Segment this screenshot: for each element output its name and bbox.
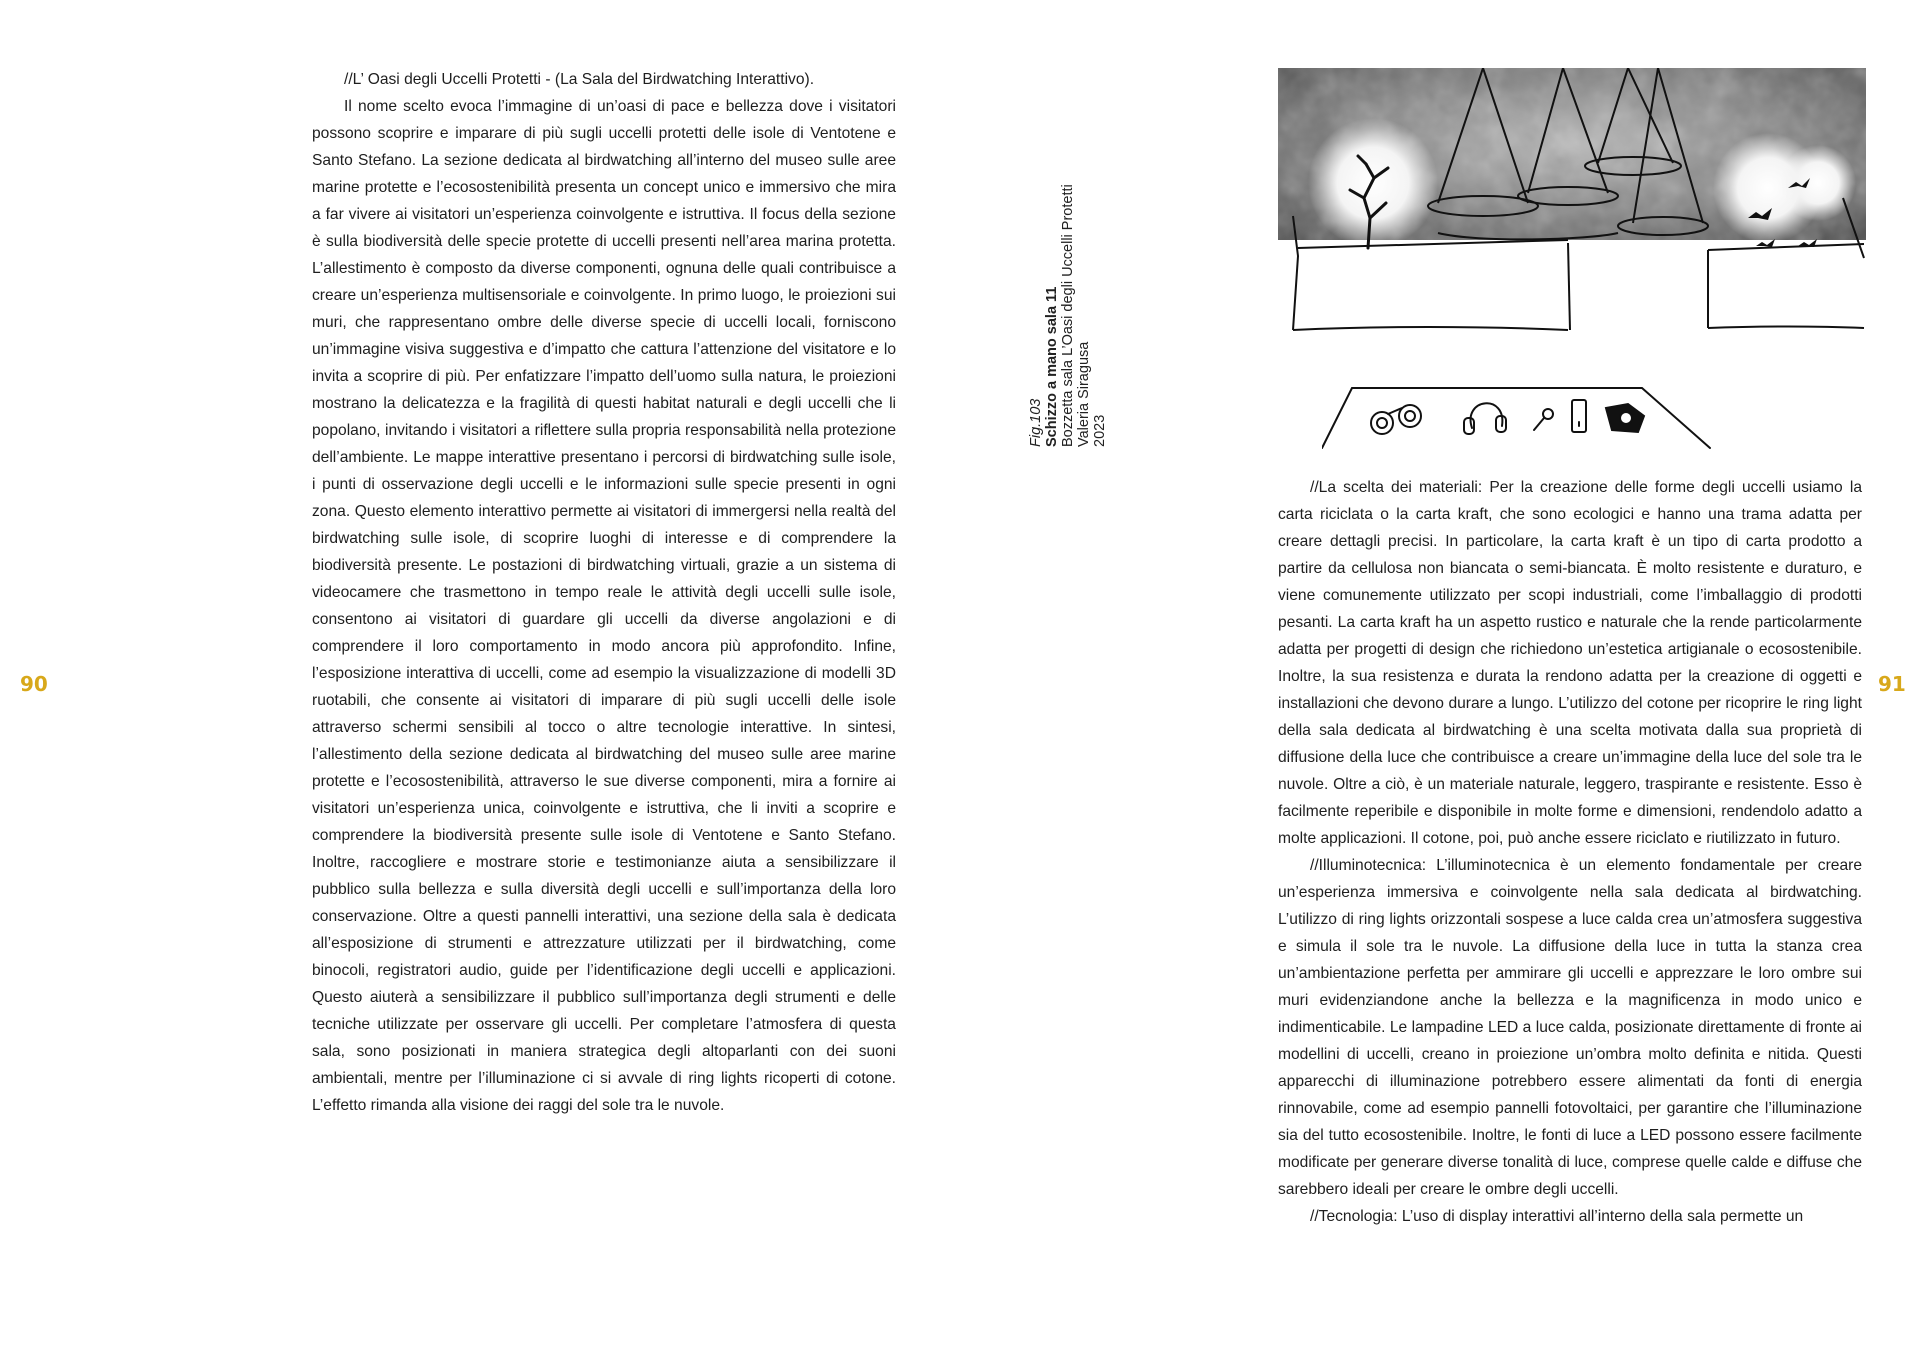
microphone-icon <box>1534 409 1553 430</box>
right-paragraph-technology: //Tecnologia: L’uso di display interattivi all’interno della sala permette un <box>1310 1208 1804 1225</box>
right-page-text <box>1278 474 1862 1230</box>
left-page-text <box>312 66 896 1119</box>
left-body-paragraph: Il nome scelto evoca l’immagine di un’oasi di pace e bellezza dove i visitatori possono scoprire e imparare di più sugli uccelli protetti delle isole di Ventotene e Santo Stefano. La sezione dedicata al birdwatching all’interno del museo sulle aree marine protette e l’ecosostenibilità presenta un concept unico e immersivo che mira a far vivere ai visitatori un’esperienza coinvolgente e istruttiva. Il focus della sezione è sulla biodiversità delle specie protette di uccelli presenti nell’area marina protetta. L’allestimento è composto da diverse componenti, ognuna delle quali contribuisce a creare un’esperienza multisensoriale e coinvolgente. In primo luogo, le proiezioni sui muri, che rappresentano ombre delle diverse specie di uccelli locali, forniscono un’immagine visiva suggestiva e d’impatto che cattura l’attenzione del visitatore e lo invita a scoprire di più. Per enfatizzare l’impatto dell’uomo sulla natura, le proiezioni mostrano la delicatezza e la fragilità di questi habitat naturali e degli uccelli che li popolano, invitando i visitatori a riflettere sulla propria responsabilità nella protezione dell’ambiente. Le mappe interattive presentano i percorsi di birdwatching sulle isole, i punti di osservazione degli uccelli e le informazioni sulle specie presenti in ogni zona. Questo elemento interattivo permette ai visitatori di immergersi nella realtà del birdwatching sulle isole, di scoprire luoghi di interesse e di comprendere la biodiversità presente. Le postazioni di birdwatching virtuali, grazie a un sistema di videocamere che trasmettono in tempo reale le attività degli uccelli sulle isole, consentono ai visitatori di guardare gli uccelli da diverse angolazioni e di comprendere il loro comportamento in modo ancora più approfondito. Infine, l’esposizione interattiva di uccelli, come ad esempio la visualizzazione di modelli 3D ruotabili, che consente ai visitatori di imparare di più sugli uccelli delle isole attraverso schermi sensibili al tocco o altre tecnologie interattive. In sintesi, l’allestimento della sezione dedicata al birdwatching del museo sulle aree marine protette e l’ecosostenibilità, attraverso le sue diverse componenti, mira a fornire ai visitatori un’esperienza unica, coinvolgente e istruttiva, che li inviti a scoprire e comprendere la biodiversità presente sulle isole di Ventotene e Santo Stefano. Inoltre, raccogliere e mostrare storie e testimonianze aiuta a sensibilizzare il pubblico sulla bellezza e sulla diversità degli uccelli e sull’importanza della loro conservazione. Oltre a questi pannelli interattivi, una sezione della sala è dedicata all’esposizione di strumenti e attrezzature utilizzati per il birdwatching, come binocoli, registratori audio, guide per l’identificazione degli uccelli e applicazioni. Questo aiuterà a sensibilizzare il pubblico sull’importanza degli strumenti e delle tecniche utilizzate per osservare gli uccelli. Per completare l’atmosfera di questa sala, sono posizionati in maniera strategica degli altoparlanti con dei suoni ambientali, mentre per l’illuminazione ci si avvale di ring lights ricoperti di cotone. L’effetto rimanda alla visione dei raggi del sole tra le nuvole. <box>312 98 896 1114</box>
left-heading-paragraph: //L’ Oasi degli Uccelli Protetti - (La Sala del Birdwatching Interattivo). <box>344 71 815 88</box>
right-paragraph-lighting: //Illuminotecnica: L’illuminotecnica è un elemento fondamentale per creare un’esperienza immersiva e coinvolgente nella sala dedicata al birdwatching. L’utilizzo di ring lights orizzontali sospese a luce calda crea un’atmosfera suggestiva e simula il sole tra le nuvole. La diffusione della luce in tutta la stanza crea un’ambientazione perfetta per ammirare gli uccelli e apprezzare le loro ombre sui muri evidenziandone anche la bellezza e la magnificenza in modo unico e indimenticabile. Le lampadine LED a luce calda, posizionate direttamente di fronte ai modellini di uccelli, creano in proiezione un’ombra molto definita e nitida. Questi apparecchi di illuminazione potrebbero essere alimentati da fonti di energia rinnovabile, come ad esempio pannelli fotovoltaici, per garantire che l’illuminazione sia del tutto ecosostenibile. Inoltre, le fonti di luce a LED possono essere facilmente modificate per generare diverse tonalità di luce, comprese quelle calde e diffuse che sarebbero ideali per creare le ombre degli uccelli. <box>1278 857 1862 1198</box>
binoculars-icon <box>1371 405 1421 434</box>
headphones-icon <box>1464 403 1506 434</box>
figure-caption <box>1028 127 1108 447</box>
page-number-left: 90 <box>20 672 48 696</box>
figure-subtitle: Bozzetta sala L’Oasi degli Uccelli Protetti <box>1060 184 1076 447</box>
figure-number: Fig.103 <box>1028 398 1044 447</box>
figure-author: Valeria Siragusa <box>1076 341 1092 447</box>
right-paragraph-materials: //La scelta dei materiali: Per la creazione delle forme degli uccelli usiamo la carta riciclata o la carta kraft, che sono ecologici e hanno una trama adatta per creare dettagli precisi. In particolare, la carta kraft è un tipo di carta prodotto a partire da cellulosa non biancata o semi-biancata. È molto resistente e duraturo, e viene comunemente utilizzato per scopi industriali, come l’imballaggio di prodotti pesanti. La carta kraft ha un aspetto rustico e naturale che la rende particolarmente adatta per progetti di design che richiedono un’estetica artigianale o ecosostenibile. Inoltre, la sua resistenza e durata la rendono adatta per la creazione di oggetti e installazioni che devono durare a lungo. L’utilizzo del cotone per ricoprire le ring light della sala dedicata al birdwatching è una scelta motivata dalla sua proprietà di diffusione della luce che contribuisce a creare un’immagine della luce del sole tra le nuvole. Oltre a ciò, è un materiale naturale, leggero, traspirante e resistente. Esso è facilmente reperibile e disponibile in molte forme e dimensioni, rendendolo adatto a molte applicazioni. Il cotone, poi, può anche essere riciclato e riutilizzato in futuro. <box>1278 479 1862 847</box>
sketch-tools-illustration <box>1322 378 1722 452</box>
phone-icon <box>1572 400 1586 432</box>
sketch-room-illustration <box>1278 68 1866 338</box>
figure-title: Schizzo a mano sala 11 <box>1044 286 1060 447</box>
page-number-right: 91 <box>1878 672 1906 696</box>
figure-year: 2023 <box>1092 414 1108 447</box>
camera-icon <box>1606 404 1644 432</box>
